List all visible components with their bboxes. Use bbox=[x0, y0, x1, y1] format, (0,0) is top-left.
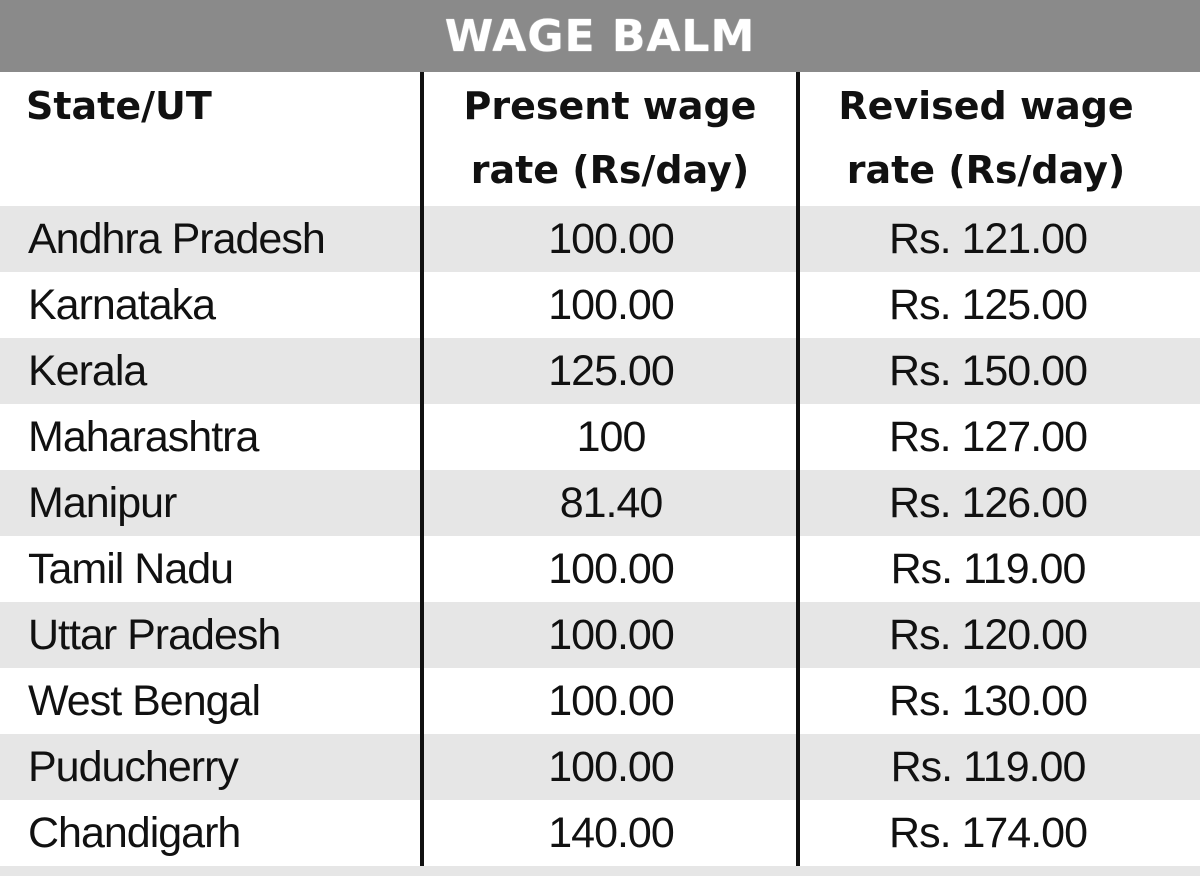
revised-wage-cell: Rs. 121.00 bbox=[889, 215, 1087, 263]
table-row bbox=[0, 338, 1200, 404]
table-row bbox=[0, 800, 1200, 866]
table-title: WAGE BALM bbox=[444, 10, 756, 62]
header-state bbox=[26, 72, 416, 210]
column-divider bbox=[796, 72, 800, 866]
revised-wage-cell: Rs. 174.00 bbox=[889, 809, 1087, 857]
state-cell: Karnataka bbox=[28, 281, 216, 329]
state-cell: West Bengal bbox=[28, 677, 261, 725]
table-row bbox=[0, 602, 1200, 668]
column-divider bbox=[420, 72, 424, 866]
table-row bbox=[0, 272, 1200, 338]
state-cell: Manipur bbox=[28, 479, 177, 527]
revised-wage-cell: Rs. 125.00 bbox=[889, 281, 1087, 329]
present-wage-cell: 125.00 bbox=[548, 347, 674, 395]
header-revised-wage bbox=[800, 72, 1172, 210]
revised-wage-cell: Rs. 126.00 bbox=[889, 479, 1087, 527]
revised-wage-cell: Rs. 120.00 bbox=[889, 611, 1087, 659]
revised-wage-cell: Rs. 119.00 bbox=[890, 545, 1086, 593]
table-row bbox=[0, 206, 1200, 272]
state-cell: Andhra Pradesh bbox=[28, 215, 325, 263]
header-revised-line2: rate (Rs/day) bbox=[846, 148, 1126, 192]
table-row bbox=[0, 668, 1200, 734]
table-row bbox=[0, 536, 1200, 602]
present-wage-cell: 100.00 bbox=[548, 215, 674, 263]
revised-wage-cell: Rs. 127.00 bbox=[889, 413, 1087, 461]
state-cell: Puducherry bbox=[28, 743, 238, 791]
header-present-wage bbox=[424, 72, 796, 210]
revised-wage-cell: Rs. 130.00 bbox=[889, 677, 1087, 725]
table-body bbox=[0, 206, 1200, 866]
state-cell: Tamil Nadu bbox=[28, 545, 234, 593]
revised-wage-cell: Rs. 150.00 bbox=[889, 347, 1087, 395]
table-header bbox=[0, 72, 1200, 208]
present-wage-cell: 100.00 bbox=[548, 281, 674, 329]
revised-wage-cell: Rs. 119.00 bbox=[890, 743, 1086, 791]
table-row bbox=[0, 404, 1200, 470]
present-wage-cell: 100.00 bbox=[548, 611, 674, 659]
present-wage-cell: 100.00 bbox=[548, 545, 674, 593]
state-cell: Uttar Pradesh bbox=[28, 611, 281, 659]
present-wage-cell: 81.40 bbox=[559, 479, 663, 527]
header-present-line1: Present wage bbox=[463, 84, 757, 128]
header-revised-line1: Revised wage bbox=[838, 84, 1134, 128]
present-wage-cell: 100.00 bbox=[548, 677, 674, 725]
state-cell: Chandigarh bbox=[28, 809, 241, 857]
present-wage-cell: 100 bbox=[576, 413, 646, 461]
title-bar bbox=[0, 0, 1200, 72]
state-cell: Maharashtra bbox=[28, 413, 259, 461]
present-wage-cell: 100.00 bbox=[548, 743, 674, 791]
table-row bbox=[0, 734, 1200, 800]
state-cell: Kerala bbox=[28, 347, 147, 395]
bottom-band bbox=[0, 866, 1200, 876]
table-row bbox=[0, 470, 1200, 536]
header-present-line2: rate (Rs/day) bbox=[470, 148, 750, 192]
present-wage-cell: 140.00 bbox=[548, 809, 674, 857]
header-state-line1: State/UT bbox=[26, 84, 212, 128]
